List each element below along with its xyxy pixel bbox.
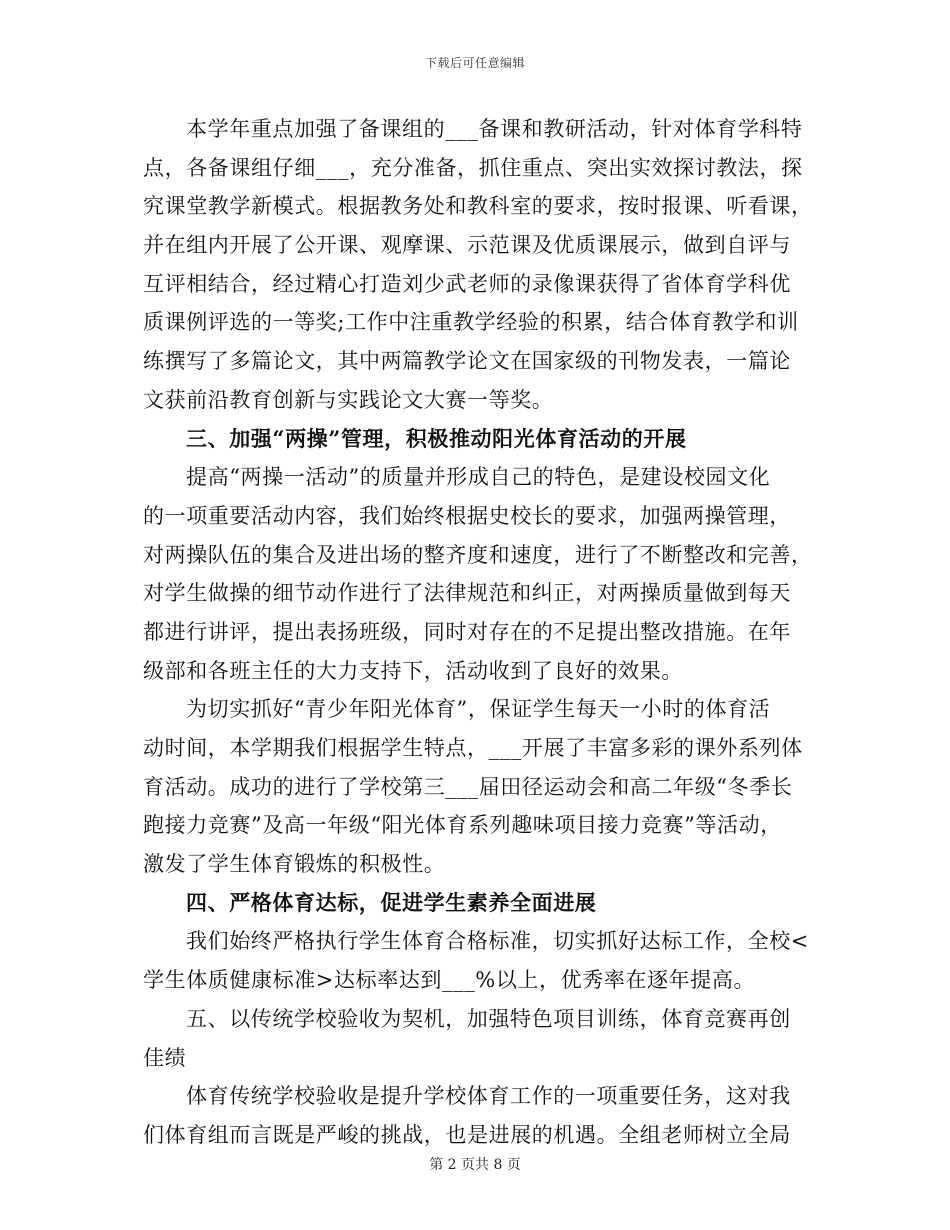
text-line: 的一项重要活动内容，我们始终根据史校长的要求，加强两操管理，: [143, 503, 791, 528]
text-line: 跑接力竞赛”及高一年级“阳光体育系列趣味项目接力竞赛”等活动，: [143, 813, 782, 838]
text-line: 育活动。成功的进行了学校第三___届田径运动会和高二年级“冬季长: [143, 774, 793, 799]
text-line: 我们始终严格执行学生体育合格标准，切实抓好达标工作，全校<: [186, 929, 809, 954]
text-line: 质课例评选的一等奖;工作中注重教学经验的积累，结合体育教学和训: [143, 310, 799, 335]
text-line: 为切实抓好“青少年阳光体育”，保证学生每天一小时的体育活: [186, 697, 771, 722]
document-body: [143, 110, 813, 1155]
text-line: 们体育组而言既是严峻的挑战，也是进展的机遇。全组老师树立全局: [143, 1122, 791, 1147]
page-footer: 第 2 页共 8 页: [429, 1157, 521, 1173]
text-line: 对两操队伍的集合及进出场的整齐度和速度，进行了不断整改和完善，: [143, 542, 813, 567]
text-line: 都进行讲评，提出表扬班级，同时对存在的不足提出整改措施。在年: [143, 619, 791, 644]
text-line: 互评相结合，经过精心打造刘少武老师的录像课获得了省体育学科优: [143, 271, 791, 296]
header-note: 下载后可任意编辑: [424, 56, 525, 70]
text-line: 本学年重点加强了备课组的___备课和教研活动，针对体育学科特: [186, 117, 803, 141]
text-line: 五、以传统学校验收为契机，加强特色项目训练，体育竞赛再创: [186, 1006, 791, 1031]
text-line: 级部和各班主任的大力支持下，活动收到了良好的效果。: [143, 658, 683, 683]
section-heading: 三、加强“两操”管理，积极推动阳光体育活动的开展: [186, 425, 687, 451]
text-line: 佳绩: [143, 1045, 187, 1070]
text-line: 练撰写了多篇论文，其中两篇教学论文在国家级的刊物发表，一篇论: [143, 349, 791, 374]
text-line: 动时间，本学期我们根据学生特点，___开展了丰富多彩的课外系列体: [143, 736, 803, 760]
text-line: 学生体质健康标准>达标率达到___%以上，优秀率在逐年提高。: [143, 968, 756, 993]
text-line: 提高“两操一活动”的质量并形成自己的特色，是建设校园文化: [186, 465, 771, 490]
text-line: 激发了学生体育锻炼的积极性。: [143, 852, 446, 877]
text-line: 究课堂教学新模式。根据教务处和教科室的要求，按时报课、听看课，: [143, 194, 813, 219]
text-line: 体育传统学校验收是提升学校体育工作的一项重要任务，这对我: [186, 1084, 791, 1109]
text-line: 对学生做操的细节动作进行了法律规范和纠正，对两操质量做到每天: [143, 581, 791, 606]
text-line: 点，各备课组仔细___，充分准备，抓住重点、突出实效探讨教法，探: [143, 155, 803, 180]
text-line: 文获前沿教育创新与实践论文大赛一等奖。: [143, 387, 554, 412]
text-line: 并在组内开展了公开课、观摩课、示范课及优质课展示，做到自评与: [143, 233, 791, 258]
section-heading: 四、严格体育达标，促进学生素养全面进展: [186, 889, 597, 915]
